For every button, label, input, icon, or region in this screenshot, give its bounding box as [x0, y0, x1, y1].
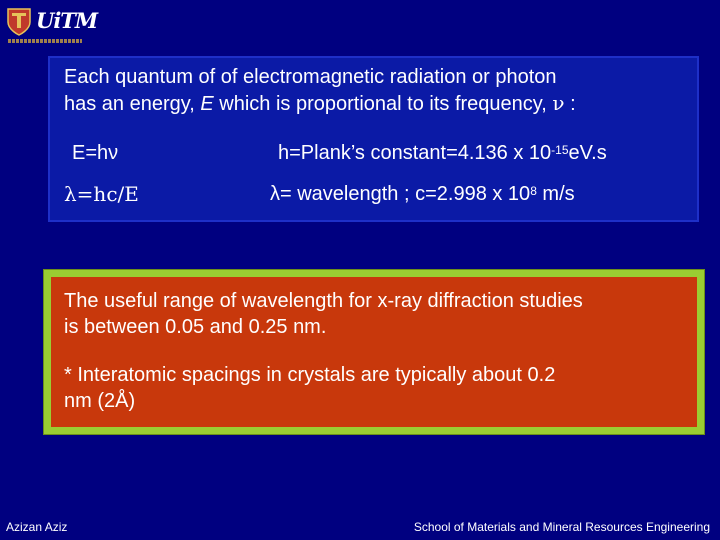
line2-text-c: : — [564, 93, 576, 115]
line2-text-a: has an energy, — [64, 93, 201, 115]
wavelength-definition — [270, 181, 575, 207]
university-logo — [6, 6, 98, 46]
interatomic-line-2: nm (2Å) — [64, 390, 136, 412]
frequency-symbol: ν — [552, 91, 565, 115]
light-speed-exponent: 8 — [530, 184, 537, 198]
footer-school: School of Materials and Mineral Resources Engineering — [413, 520, 710, 534]
wavelength-text: λ= wavelength ; c=2.998 x 10 — [270, 183, 531, 205]
interatomic-paragraph — [64, 362, 704, 414]
xray-line-2: is between 0.05 and 0.25 nm. — [64, 316, 327, 338]
footer-author: Azizan Aziz — [6, 520, 68, 534]
planck-text: h=Plank’s constant=4.136 x 10 — [278, 142, 552, 164]
line2-text-b: which is proportional to its frequency, — [213, 93, 553, 115]
paragraph-line-2 — [64, 90, 704, 117]
logo-subtitle-strip — [8, 39, 82, 43]
light-speed-unit: m/s — [536, 183, 575, 205]
planck-unit: eV.s — [568, 142, 607, 164]
energy-symbol: E — [200, 93, 214, 115]
wavelength-formula: λ=hc/E — [64, 182, 139, 206]
interatomic-line-1: * Interatomic spacings in crystals are typically about 0.2 — [64, 364, 556, 386]
paragraph-line-1: Each quantum of of electromagnetic radiation or photon — [64, 66, 557, 88]
planck-exponent: -15 — [551, 143, 569, 157]
crest-icon — [6, 6, 32, 36]
energy-formula: E=hν — [72, 142, 119, 164]
photon-energy-paragraph — [64, 64, 704, 117]
xray-range-paragraph — [64, 288, 704, 340]
planck-constant — [278, 140, 607, 166]
logo-wordmark: UiTM — [36, 8, 98, 33]
xray-line-1: The useful range of wavelength for x-ray diffraction studies — [64, 290, 583, 312]
